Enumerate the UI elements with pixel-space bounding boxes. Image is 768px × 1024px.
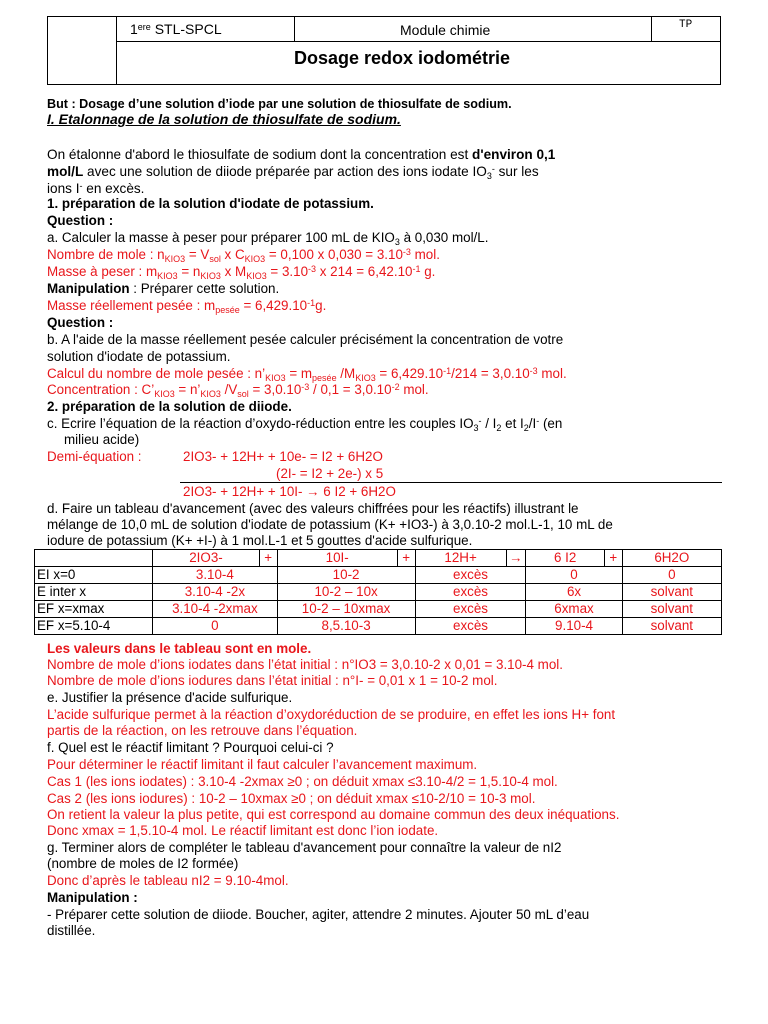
table-cell: 9.10-4 bbox=[526, 618, 622, 635]
demi-equation-label: Demi-équation : bbox=[47, 449, 142, 464]
demi-equation-2: (2I- = I2 + 2e-) x 5 bbox=[276, 466, 384, 481]
table-cell: 8,5.10-3 bbox=[277, 618, 415, 635]
table-row bbox=[35, 584, 722, 601]
table-cell: 3.10-4 bbox=[153, 567, 277, 584]
header-divider-row bbox=[116, 41, 721, 42]
manipulation-2-label: Manipulation : bbox=[47, 890, 138, 905]
table-header-cell: 6H2O bbox=[622, 550, 721, 567]
table-header-cell: + bbox=[259, 550, 277, 567]
table-cell: excès bbox=[415, 567, 526, 584]
table-cell: excès bbox=[415, 584, 526, 601]
manipulation-1: Manipulation : Préparer cette solution. bbox=[47, 281, 280, 296]
question-d-line1: d. Faire un tableau d'avancement (avec des valeurs chiffrées pour les réactifs) illustrant le bbox=[47, 501, 579, 516]
question-label-2: Question : bbox=[47, 315, 114, 330]
table-header-cell: → bbox=[506, 550, 526, 567]
page-title: Dosage redox iodométrie bbox=[294, 48, 511, 68]
question-c-line2: milieu acide) bbox=[64, 432, 140, 447]
section-heading-1: I. Etalonnage de la solution de thiosulfate de sodium. bbox=[47, 111, 401, 127]
table-header-cell: + bbox=[397, 550, 415, 567]
nombre-iodures-line: Nombre de mole d’ions iodures dans l’état initial : n°I- = 0,01 x 1 = 10-2 mol. bbox=[47, 673, 498, 688]
manipulation-2-line2: distillée. bbox=[47, 923, 96, 938]
question-d-line3: iodure de potassium (K+ +I-) à 1 mol.L-1 et 5 gouttes d'acide sulfurique. bbox=[47, 533, 473, 548]
question-c-line1: c. Ecrire l’équation de la réaction d’oxydo-réduction entre les couples $IO_3^- / I_2$ et $I_2/I^-$ (en bbox=[47, 416, 563, 433]
donc-line: Donc xmax = 1,5.10-4 mol. Le réactif limitant est donc l’ion iodate. bbox=[47, 823, 439, 838]
cas2-line: Cas 2 (les ions iodures) : 10-2 – 10xmax ≥0 ; on déduit xmax ≤10-2/10 = 10-3 mol. bbox=[47, 791, 536, 806]
table-cell: 10-2 bbox=[277, 567, 415, 584]
question-b-line2: solution d'iodate de potassium. bbox=[47, 349, 231, 364]
question-f: f. Quel est le réactif limitant ? Pourquoi celui-ci ? bbox=[47, 740, 334, 755]
global-equation: 2IO3- + 12H+ + 10I- → 6 I2 + 6H2O bbox=[183, 484, 396, 499]
table-cell: 3.10-4 -2xmax bbox=[153, 601, 277, 618]
table-header-cell: 10I- bbox=[277, 550, 397, 567]
avancement-table bbox=[34, 549, 722, 635]
question-b-line1: b. A l'aide de la masse réellement pesée calculer précisément la concentration de votre bbox=[47, 332, 564, 347]
table-cell: excès bbox=[415, 601, 526, 618]
table-row bbox=[35, 567, 722, 584]
question-e: e. Justifier la présence d'acide sulfurique. bbox=[47, 690, 293, 705]
subheading-1: 1. préparation de la solution d'iodate de potassium. bbox=[47, 196, 374, 211]
table-row-label: EF x=5.10-4 bbox=[35, 618, 153, 635]
table-cell: excès bbox=[415, 618, 526, 635]
pour-determiner-line: Pour déterminer le réactif limitant il faut calculer l’avancement maximum. bbox=[47, 757, 478, 772]
acide-line2: partis de la réaction, on les retrouve dans l’équation. bbox=[47, 723, 358, 738]
table-row-label: E inter x bbox=[35, 584, 153, 601]
question-d-line2: mélange de 10,0 mL de solution d'iodate de potassium (K+ +IO3-) à 3,0.10-2 mol.L-1, 10 mL de bbox=[47, 517, 613, 532]
acide-line1: L’acide sulfurique permet à la réaction d’oxydoréduction de se produire, en effet les ions H+ font bbox=[47, 707, 616, 722]
module-label: Module chimie bbox=[400, 22, 491, 38]
table-cell: solvant bbox=[622, 618, 721, 635]
nombre-mole-line: Nombre de mole : $n_{KIO3} = V_{sol}$ x $C_{KIO3} = 0,100$ x $0,030 = 3.10^{-3}$ mol. bbox=[47, 247, 440, 264]
demi-equation-1: 2IO3- + 12H+ + 10e- = I2 + 6H2O bbox=[183, 449, 383, 464]
table-cell: 6x bbox=[526, 584, 622, 601]
nombre-iodates-line: Nombre de mole d’ions iodates dans l’état initial : n°IO3 = 3,0.10-2 x 0,01 = 3.10-4 mol. bbox=[47, 657, 563, 672]
calcul-line: Calcul du nombre de mole pesée : $n’_{KIO3} = m_{pesée}$ $/M_{KIO3} = 6,429.10^{-1}/214 = 3,0.10^{-3}$ mol. bbox=[47, 366, 567, 383]
manipulation-2-line1: - Préparer cette solution de diiode. Boucher, agiter, attendre 2 minutes. Ajouter 50 mL d’eau bbox=[47, 907, 590, 922]
table-cell: 10-2 – 10x bbox=[277, 584, 415, 601]
class-label: 1ere STL-SPCL bbox=[130, 21, 222, 37]
table-cell: 6xmax bbox=[526, 601, 622, 618]
table-header-cell: 2IO3- bbox=[153, 550, 260, 567]
masse-peser-line: Masse à peser : $m_{KIO3} = n_{KIO3}$ x $M_{KIO3} = 3.10^{-3}$ x $214 = 6,42.10^{-1}$ g. bbox=[47, 264, 436, 281]
table-row bbox=[35, 618, 722, 635]
table-header-cell: + bbox=[604, 550, 622, 567]
question-label-1: Question : bbox=[47, 213, 114, 228]
table-header-cell: 12H+ bbox=[415, 550, 506, 567]
table-header-row bbox=[35, 550, 722, 567]
header-divider-left bbox=[116, 17, 117, 84]
table-cell: 0 bbox=[622, 567, 721, 584]
header-divider-right bbox=[651, 17, 652, 41]
tp-label: TP bbox=[679, 19, 693, 31]
table-header-cell: 6 I2 bbox=[526, 550, 604, 567]
subheading-2: 2. préparation de la solution de diiode. bbox=[47, 399, 292, 414]
table-cell: solvant bbox=[622, 601, 721, 618]
intro-paragraph: On étalonne d'abord le thiosulfate de sodium dont la concentration est d'environ 0,1 mol/L avec une solution de diiode préparée par action des ions iodate $IO_3^-$ sur les ions I- en excès. bbox=[47, 147, 556, 196]
table-cell: 0 bbox=[153, 618, 277, 635]
table-cell: solvant bbox=[622, 584, 721, 601]
concentration-line: Concentration : $C’_{KIO3}$ = $n’_{KIO3}$ $/V_{sol} = 3,0.10^{-3} / 0,1 = 3,0.10^{-2}$ mol. bbox=[47, 382, 429, 399]
donc-tableau-line: Donc d’après le tableau nI2 = 9.10-4mol. bbox=[47, 873, 289, 888]
table-row-label: EF x=xmax bbox=[35, 601, 153, 618]
header-divider-mid bbox=[294, 17, 295, 41]
table-cell: 10-2 – 10xmax bbox=[277, 601, 415, 618]
header-table bbox=[47, 16, 721, 85]
retient-line: On retient la valeur la plus petite, qui est correspond au domaine commun des deux inéquations. bbox=[47, 807, 620, 822]
table-header-cell bbox=[35, 550, 153, 567]
valeurs-note: Les valeurs dans le tableau sont en mole. bbox=[47, 641, 312, 656]
question-a: a. Calculer la masse à peser pour préparer 100 mL de $KIO_3$ à 0,030 mol/L. bbox=[47, 230, 489, 247]
table-cell: 3.10-4 -2x bbox=[153, 584, 277, 601]
cas1-line: Cas 1 (les ions iodates) : 3.10-4 -2xmax ≥0 ; on déduit xmax ≤3.10-4/2 = 1,5.10-4 mol. bbox=[47, 774, 558, 789]
question-g-line2: (nombre de moles de I2 formée) bbox=[47, 856, 239, 871]
table-cell: 0 bbox=[526, 567, 622, 584]
masse-reelle-line: Masse réellement pesée : $m_{pesée} = 6,429.10^{-1}g$. bbox=[47, 298, 327, 315]
but-line: But : Dosage d’une solution d’iode par une solution de thiosulfate de sodium. bbox=[47, 97, 512, 111]
table-row bbox=[35, 601, 722, 618]
table-row-label: EI x=0 bbox=[35, 567, 153, 584]
question-g-line1: g. Terminer alors de compléter le tableau d'avancement pour connaître la valeur de nI2 bbox=[47, 840, 562, 855]
